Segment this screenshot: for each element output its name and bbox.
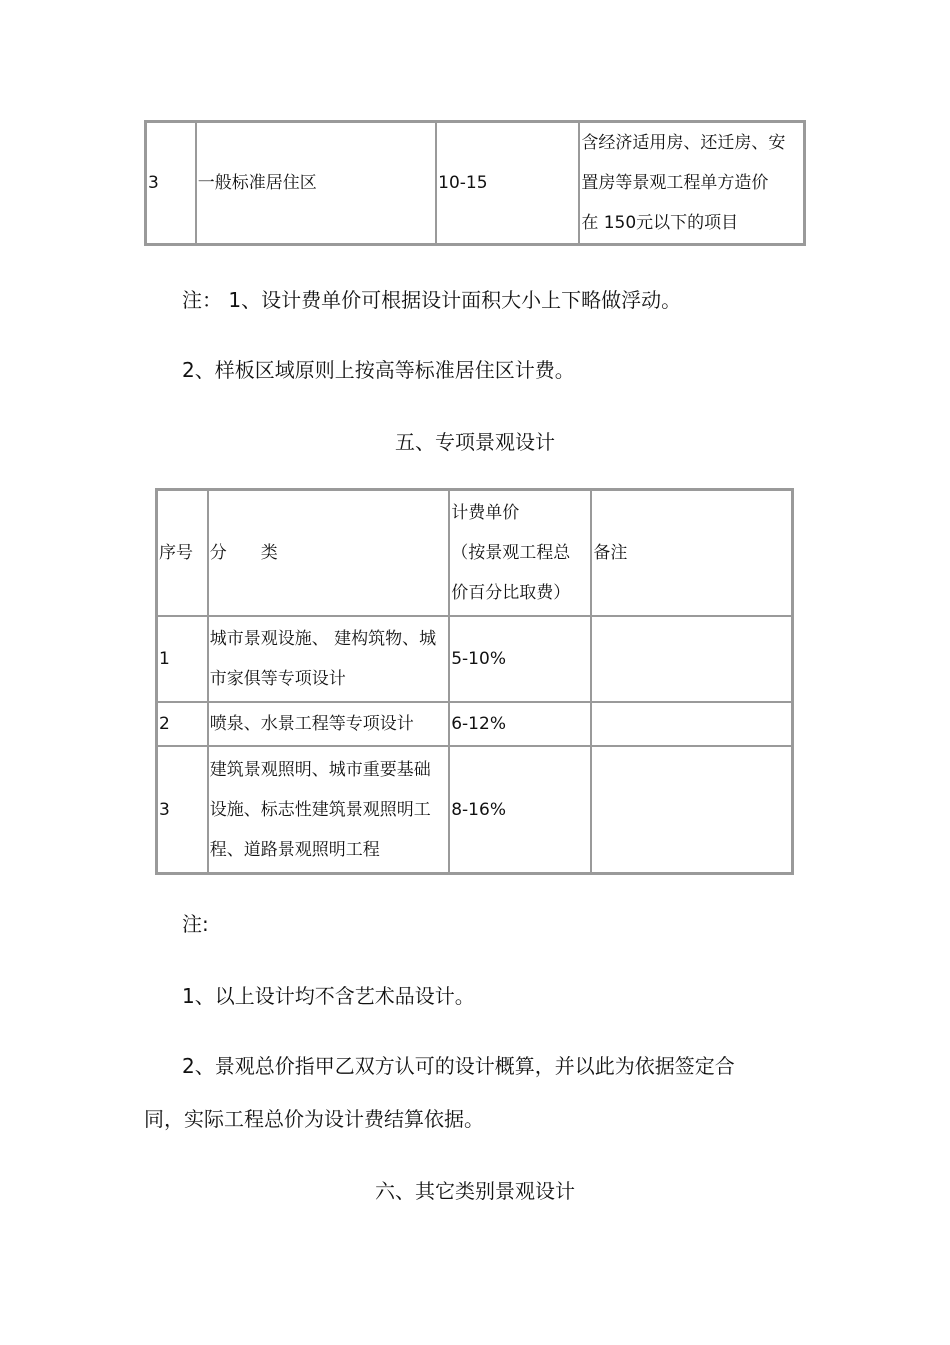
row-category: [208, 616, 449, 702]
note-line: 2、样板区域原则上按高等标准居住区计费。: [182, 358, 575, 382]
section-title: 六、其它类别景观设计: [375, 1179, 575, 1203]
remark-line: 置房等景观工程单方造价: [581, 173, 769, 193]
note-label: 注:: [182, 912, 209, 936]
row-index: 3: [157, 746, 208, 873]
header-rate-line: （按景观工程总: [451, 543, 571, 563]
note-line: 同，实际工程总价为设计费结算依据。: [144, 1107, 484, 1131]
table-fee-residential: [144, 120, 806, 246]
row-remark: [579, 122, 804, 244]
note-line: 注： 1、设计费单价可根据设计面积大小上下略做浮动。: [182, 288, 682, 312]
row-index: 3: [146, 122, 196, 244]
category-line: 程、道路景观照明工程: [209, 839, 380, 860]
note-line: 1、以上设计均不含艺术品设计。: [182, 984, 475, 1008]
category-line: 市家俱等专项设计: [209, 669, 346, 689]
header-category: 分 类: [208, 490, 449, 616]
row-index: 1: [157, 616, 208, 702]
row-remark: [591, 702, 792, 746]
row-remark: [591, 746, 792, 873]
row-category: [208, 746, 449, 873]
row-category: 一般标准居住区: [196, 122, 436, 244]
header-rate-line: 价百分比取费）: [451, 583, 571, 603]
row-rate: 8-16%: [449, 746, 591, 873]
remark-line: 含经济适用房、还迁房、安: [581, 133, 786, 153]
row-rate: 10-15: [436, 122, 579, 244]
header-remark: 备注: [591, 490, 792, 616]
row-index: 2: [157, 702, 208, 746]
table-header-row: [157, 490, 792, 616]
category-line: 喷泉、水景工程等专项设计: [209, 714, 414, 734]
header-rate: [449, 490, 591, 616]
header-index: 序号: [157, 490, 208, 616]
table-row: [157, 616, 792, 702]
section-title: 五、专项景观设计: [395, 430, 555, 454]
row-category: [208, 702, 449, 746]
row-rate: 5-10%: [449, 616, 591, 702]
table-special-landscape: [155, 488, 794, 875]
table-row: [157, 702, 792, 746]
row-rate: 6-12%: [449, 702, 591, 746]
category-line: 建筑景观照明、城市重要基础: [209, 759, 431, 780]
category-line: 设施、标志性建筑景观照明工: [209, 799, 431, 820]
header-rate-line: 计费单价: [451, 503, 520, 523]
row-remark: [591, 616, 792, 702]
category-line: 城市景观设施、 建构筑物、城: [209, 629, 437, 649]
remark-line: 在 150元以下的项目: [581, 213, 739, 233]
table-row: [157, 746, 792, 873]
table-row: [146, 122, 804, 244]
note-line: 2、景观总价指甲乙双方认可的设计概算，并以此为依据签定合: [182, 1054, 735, 1078]
